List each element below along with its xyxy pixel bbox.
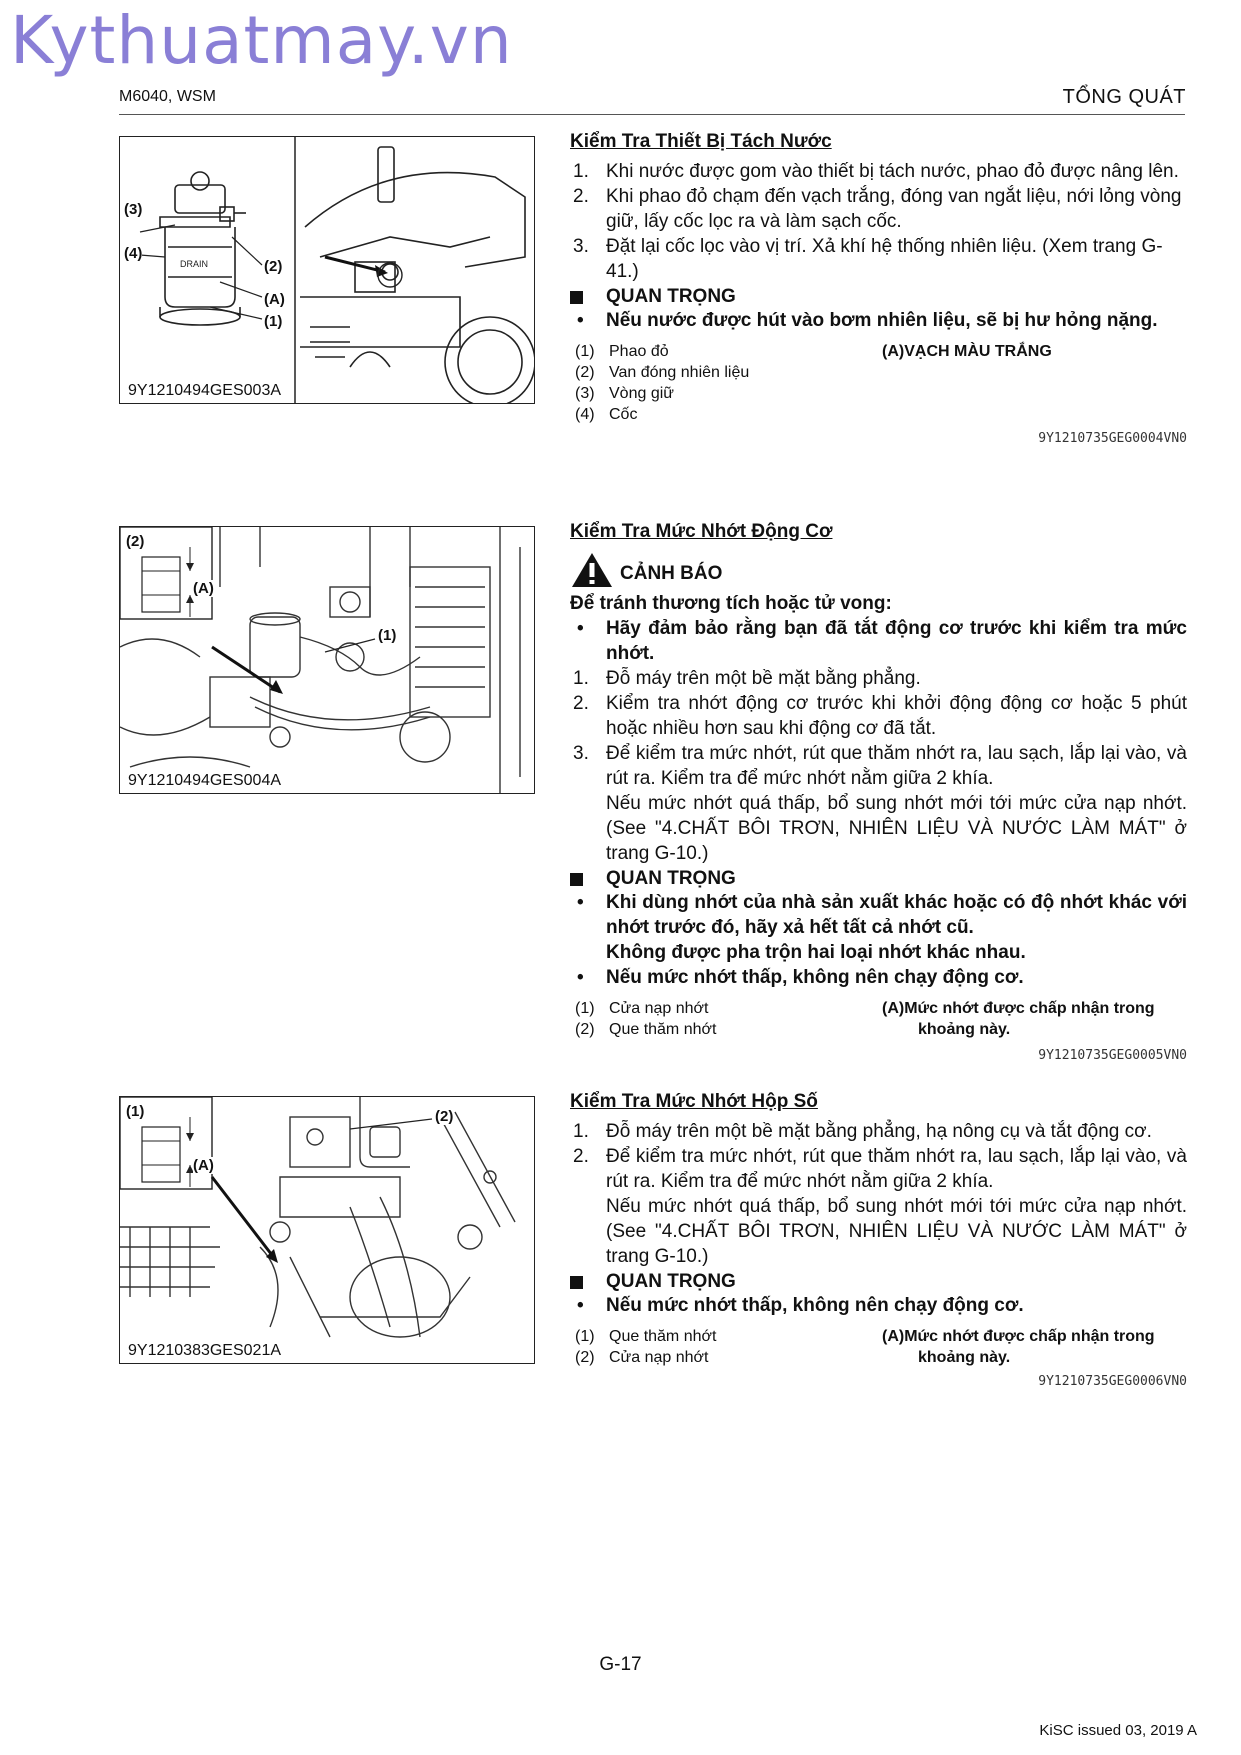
warning-heading: CẢNH BÁO [570, 551, 1187, 591]
important-bullet: • Nếu nước được hút vào bơm nhiên liệu, sẽ bị hư hỏng nặng. [577, 310, 1158, 331]
section-transmission-oil [570, 1091, 1187, 1389]
legend-item: (1) Cửa nạp nhớt [575, 1000, 709, 1017]
warning-bullet: • Hãy đảm bảo rằng bạn đã tắt động cơ trước khi kiểm tra mức nhớt. [577, 618, 1187, 664]
fig3-label-1: (1) [126, 1103, 145, 1120]
step-note: Nếu mức nhớt quá thấp, bổ sung nhớt mới tới mức cửa nạp nhớt. (See "4.CHẤT BÔI TRƠN, NHIÊN LIỆU VÀ NƯỚC LÀM MÁT" ở trang G-10.) [606, 1196, 1187, 1267]
header-model: M6040, WSM [119, 88, 216, 105]
section-title: Kiểm Tra Thiết Bị Tách Nước [570, 131, 832, 152]
legend-item: (4) Cốc [575, 406, 638, 423]
site-watermark: Kythuatmay.vn [10, 2, 513, 79]
fig1-label-1: (1) [264, 313, 283, 330]
fig3-label-a: (A) [193, 1157, 214, 1174]
figure-transmission-oil [119, 1096, 535, 1364]
legend-item: (1) Que thăm nhớt [575, 1328, 717, 1345]
legend-item: (1) Phao đỏ [575, 343, 669, 360]
important-bullet: • Khi dùng nhớt của nhà sản xuất khác hoặc có độ nhớt khác với nhớt trước đó, hãy xả hết tất cả nhớt cũ. Không được pha trộn hai loại nhớt khác nhau. [577, 892, 1187, 963]
section-engine-oil [570, 521, 1187, 1063]
important-bullet: • Nếu mức nhớt thấp, không nên chạy động cơ. [577, 967, 1024, 988]
reference-code: 9Y1210735GEG0006VN0 [1038, 1374, 1187, 1389]
important-heading: QUAN TRỌNG [570, 868, 1187, 890]
header-rule [119, 114, 1185, 115]
legend-item: (2) Cửa nạp nhớt [575, 1349, 709, 1366]
legend-item-a: (A)Mức nhớt được chấp nhận trong khoảng này. [882, 1328, 1155, 1366]
important-heading: QUAN TRỌNG [570, 286, 1187, 308]
fig3-label-2: (2) [435, 1108, 454, 1125]
step-item: 3. Để kiểm tra mức nhớt, rút que thăm nhớt ra, lau sạch, lắp lại vào, và rút ra. Kiểm tra để mức nhớt nằm giữa 2 khía. [573, 743, 1187, 789]
step-note: Nếu mức nhớt quá thấp, bổ sung nhớt mới tới mức cửa nạp nhớt. (See "4.CHẤT BÔI TRƠN, NHIÊN LIỆU VÀ NƯỚC LÀM MÁT" ở trang G-10.) [606, 793, 1187, 864]
legend [570, 998, 1187, 1048]
reference-code: 9Y1210735GEG0004VN0 [1038, 431, 1187, 446]
step-item: 2. Kiểm tra nhớt động cơ trước khi khởi động động cơ hoặc 5 phút hoặc nhiều hơn sau khi động cơ đã tắt. [573, 693, 1187, 739]
warning-intro: Để tránh thương tích hoặc tử vong: [570, 593, 892, 614]
header-section-title: TỔNG QUÁT [1062, 86, 1186, 108]
section-water-separator [570, 131, 1187, 446]
legend-item: (2) Que thăm nhớt [575, 1021, 717, 1038]
issue-label: KiSC issued 03, 2019 A [1039, 1722, 1197, 1739]
legend-item: (2) Van đóng nhiên liệu [575, 364, 750, 381]
fig1-label-4: (4) [124, 245, 143, 262]
figure-engine-oil [119, 526, 535, 794]
reference-code: 9Y1210735GEG0005VN0 [1038, 1048, 1187, 1063]
fig1-label-a: (A) [264, 291, 285, 308]
figure-water-separator [119, 136, 535, 404]
fig2-label-a: (A) [193, 580, 214, 597]
section-title: Kiểm Tra Mức Nhớt Động Cơ [570, 521, 833, 542]
water-separator-illustration [120, 137, 534, 403]
section-title: Kiểm Tra Mức Nhớt Hộp Số [570, 1091, 818, 1112]
fig2-label-1: (1) [378, 627, 397, 644]
step-item: 2. Để kiểm tra mức nhớt, rút que thăm nhớt ra, lau sạch, lắp lại vào, và rút ra. Kiểm tra để mức nhớt nằm giữa 2 khía. [573, 1146, 1187, 1192]
step-item: 1. Đỗ máy trên một bề mặt bằng phẳng. [573, 668, 921, 689]
step-item: 3. Đặt lại cốc lọc vào vị trí. Xả khí hệ thống nhiên liệu. (Xem trang G-41.) [573, 236, 1163, 282]
fig1-label-2: (2) [264, 258, 283, 275]
engine-oil-illustration [120, 527, 534, 793]
legend [570, 1326, 1187, 1374]
step-item: 1. Khi nước được gom vào thiết bị tách nước, phao đỏ được nâng lên. [573, 161, 1179, 182]
step-item: 1. Đỗ máy trên một bề mặt bằng phẳng, hạ nông cụ và tắt động cơ. [573, 1121, 1152, 1142]
legend-item-a: (A)Mức nhớt được chấp nhận trong khoảng này. [882, 1000, 1155, 1038]
figure-code: 9Y1210383GES021A [125, 1342, 284, 1360]
svg-text:DRAIN: DRAIN [180, 259, 209, 269]
step-item: 2. Khi phao đỏ chạm đến vạch trắng, đóng van ngắt liệu, nới lỏng vòng giữ, lấy cốc lọc ra và làm sạch cốc. [573, 186, 1182, 232]
important-bullet: • Nếu mức nhớt thấp, không nên chạy động cơ. [577, 1295, 1024, 1316]
fig1-label-3: (3) [124, 201, 143, 218]
legend-item: (3) Vòng giữ [575, 385, 674, 402]
fig2-label-2: (2) [126, 533, 145, 550]
important-heading: QUAN TRỌNG [570, 1271, 1187, 1293]
figure-code: 9Y1210494GES003A [125, 382, 284, 400]
legend-item-a: (A)VẠCH MÀU TRẮNG [882, 343, 1052, 360]
transmission-oil-illustration [120, 1097, 534, 1363]
warning-icon [570, 551, 614, 589]
page-number: G-17 [599, 1654, 642, 1675]
legend [570, 341, 1187, 431]
figure-code: 9Y1210494GES004A [125, 772, 284, 790]
